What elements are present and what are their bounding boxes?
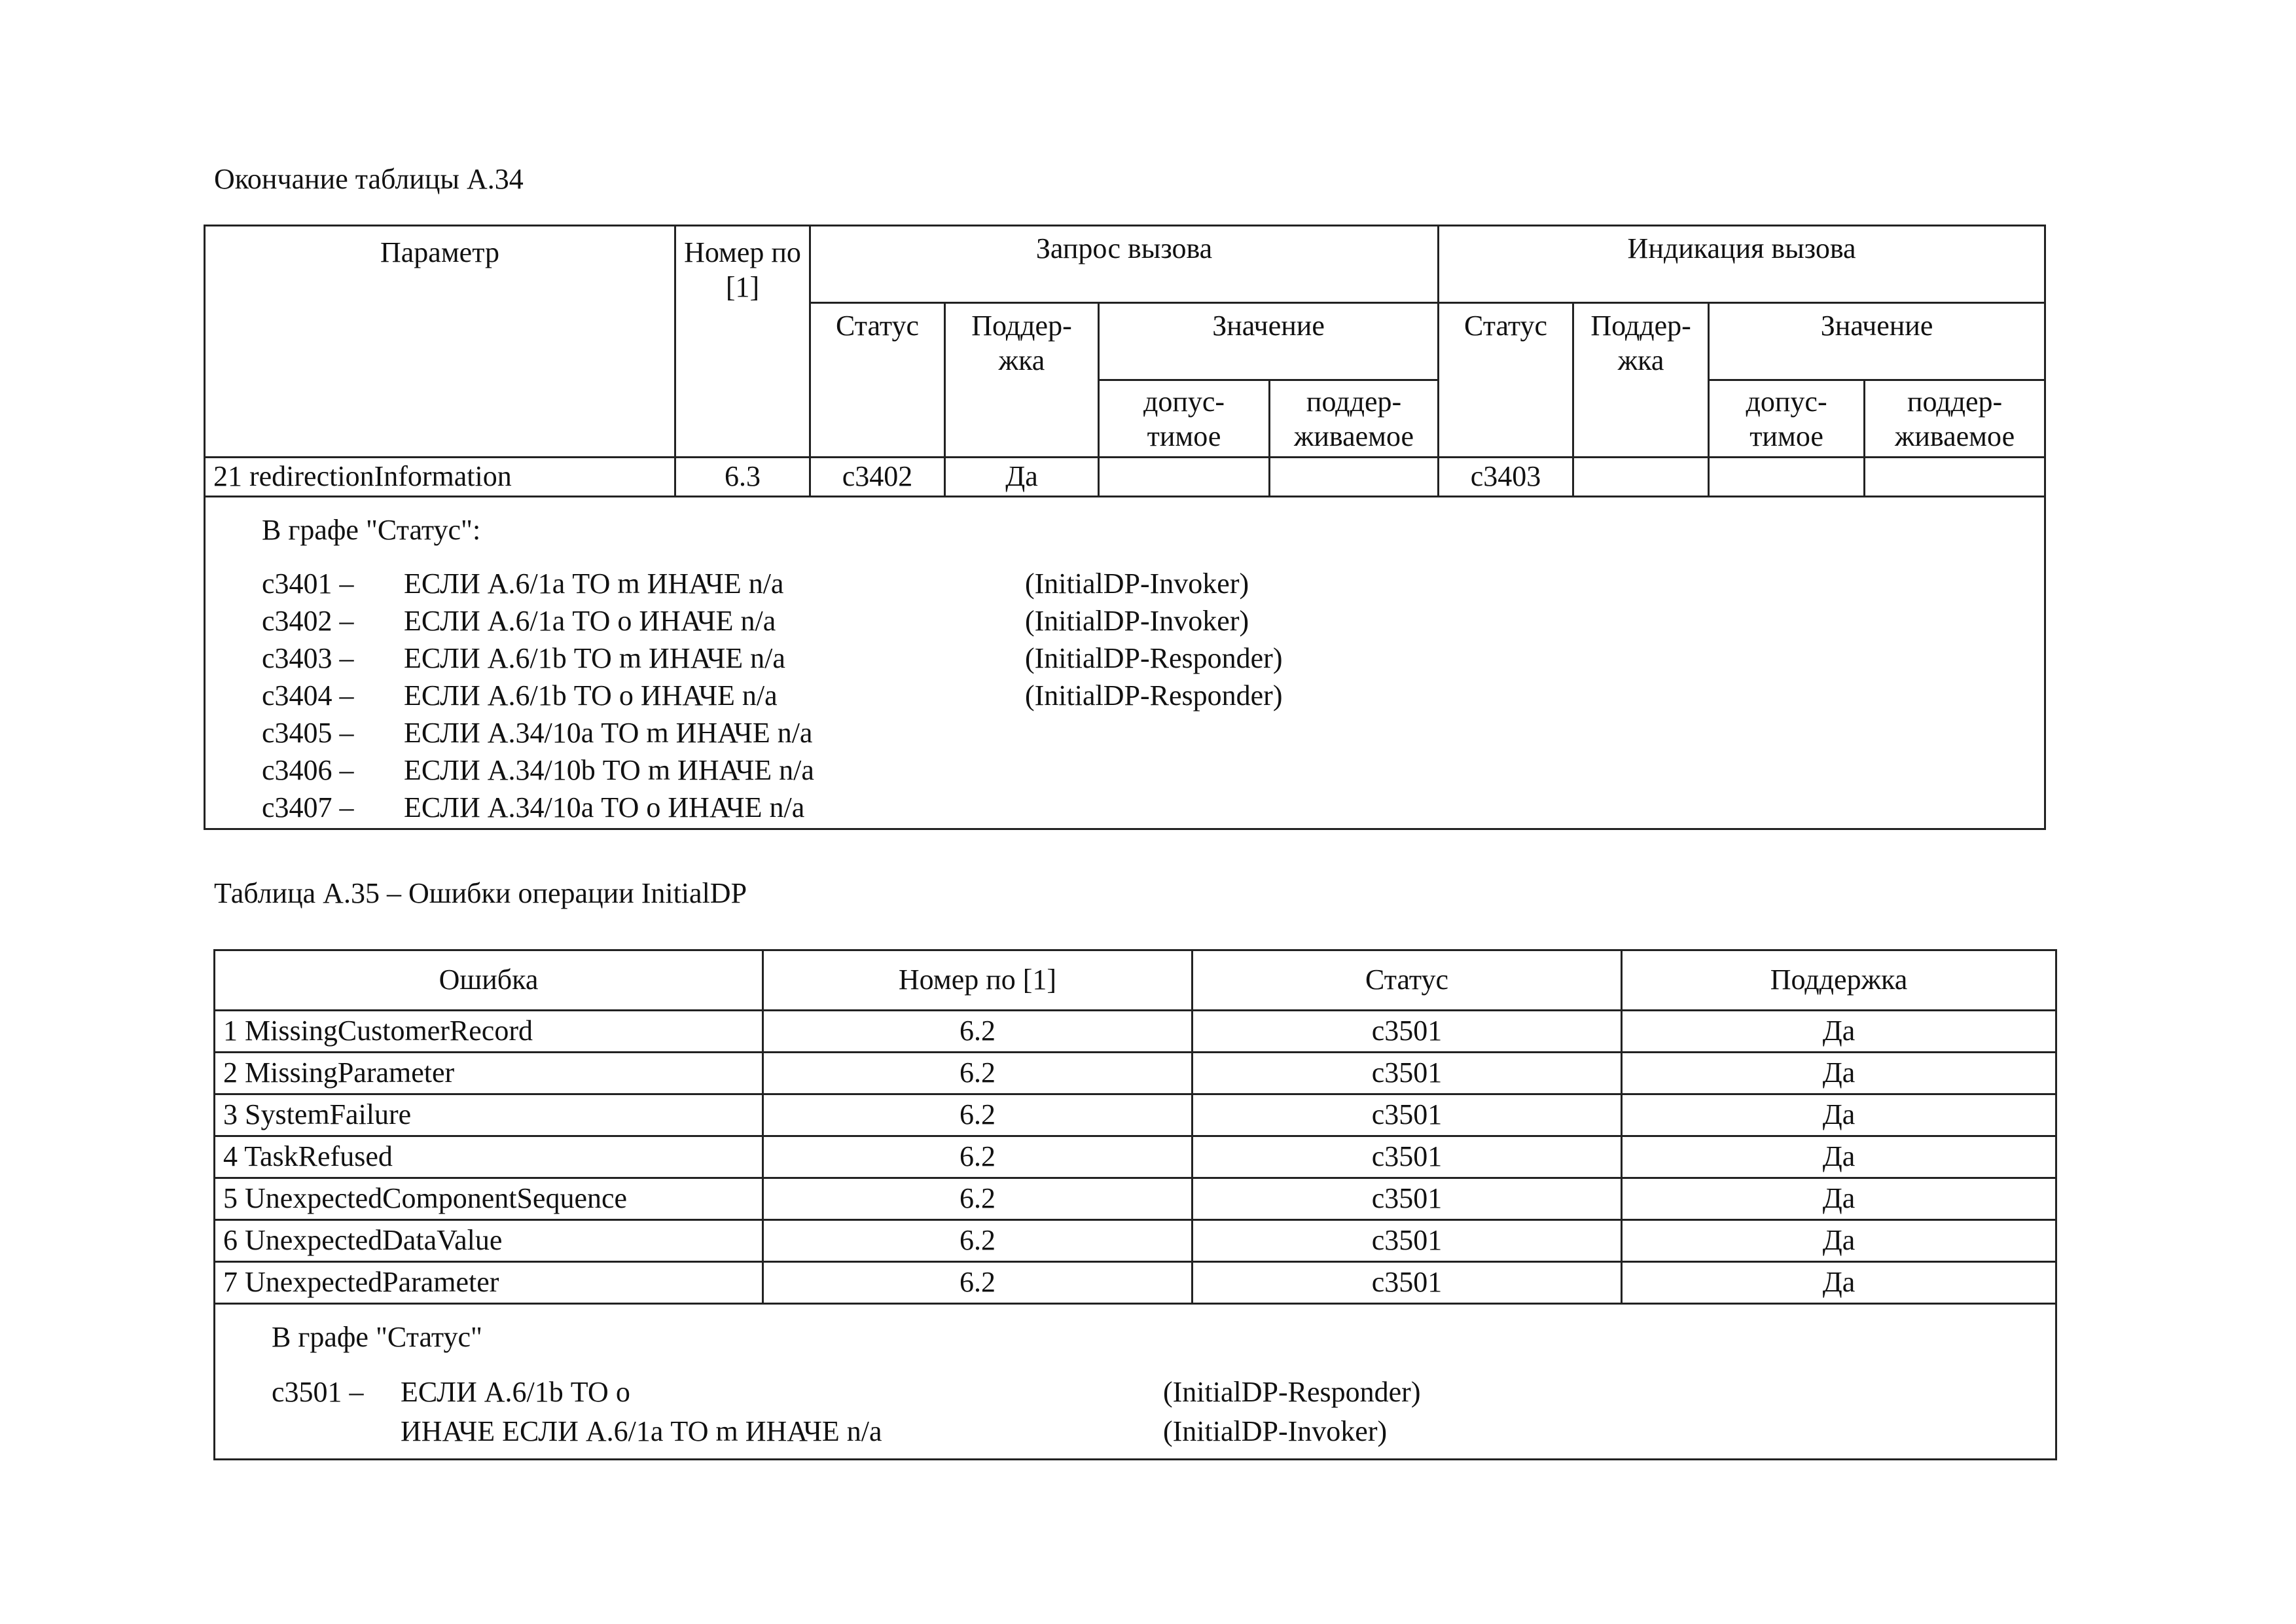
table-row xyxy=(215,1178,2056,1220)
table-row xyxy=(215,1053,2056,1094)
header-number: Номер по [1] xyxy=(675,226,810,458)
header-req-value: Значение xyxy=(1099,303,1439,380)
cell-support: Да xyxy=(1622,1053,2056,1094)
cell-req-allowed xyxy=(1099,458,1270,497)
note-reference: (InitialDP-Responder) xyxy=(1163,1376,1421,1408)
note-reference: (InitialDP-Invoker) xyxy=(1025,605,1249,637)
header-req-status: Статус xyxy=(810,303,945,458)
cell-ind-supported xyxy=(1865,458,2045,497)
note-code: c3407 – xyxy=(262,791,354,823)
header-request: Запрос вызова xyxy=(810,226,1439,303)
cell-req-status: c3402 xyxy=(810,458,945,497)
table-a35-caption: Таблица А.35 – Ошибки операции InitialDP xyxy=(214,877,747,909)
table-row xyxy=(205,458,2045,497)
cell-error: 3 SystemFailure xyxy=(215,1094,763,1136)
header-status: Статус xyxy=(1193,950,1622,1011)
cell-status: c3501 xyxy=(1193,1011,1622,1053)
cell-error: 7 UnexpectedParameter xyxy=(215,1262,763,1304)
cell-number: 6.2 xyxy=(763,1178,1193,1220)
note-code: c3501 – xyxy=(272,1376,364,1408)
cell-support: Да xyxy=(1622,1094,2056,1136)
cell-req-supported xyxy=(1270,458,1439,497)
note-condition: ЕСЛИ А.34/10b ТО m ИНАЧЕ n/a xyxy=(404,754,814,786)
note-condition: ЕСЛИ А.6/1a ТО m ИНАЧЕ n/a xyxy=(404,568,784,600)
note-condition: ЕСЛИ А.34/10a ТО o ИНАЧЕ n/a xyxy=(404,791,805,823)
cell-support: Да xyxy=(1622,1136,2056,1178)
header-req-supported: поддер-живаемое xyxy=(1270,380,1439,458)
cell-status: c3501 xyxy=(1193,1136,1622,1178)
header-ind-status: Статус xyxy=(1439,303,1573,458)
header-req-allowed: допус-тимое xyxy=(1099,380,1270,458)
table-row xyxy=(215,1094,2056,1136)
note-code: c3403 – xyxy=(262,642,354,674)
header-ind-value: Значение xyxy=(1709,303,2045,380)
cell-number: 6.2 xyxy=(763,1011,1193,1053)
cell-support: Да xyxy=(1622,1011,2056,1053)
cell-number: 6.2 xyxy=(763,1220,1193,1262)
note-code: c3401 – xyxy=(262,568,354,600)
cell-error: 6 UnexpectedDataValue xyxy=(215,1220,763,1262)
note-code: c3402 – xyxy=(262,605,354,637)
note-condition: ЕСЛИ А.6/1a ТО o ИНАЧЕ n/a xyxy=(404,605,776,637)
notes-title: В графе "Статус": xyxy=(262,514,481,546)
note-condition: ЕСЛИ А.6/1b ТО m ИНАЧЕ n/a xyxy=(404,642,785,674)
cell-support: Да xyxy=(1622,1220,2056,1262)
header-ind-supported: поддер-живаемое xyxy=(1865,380,2045,458)
table-a35 xyxy=(213,949,2057,1460)
table-a34-caption: Окончание таблицы А.34 xyxy=(214,163,524,195)
cell-number: 6.2 xyxy=(763,1053,1193,1094)
note-reference: (InitialDP-Responder) xyxy=(1025,679,1283,712)
cell-req-support: Да xyxy=(945,458,1099,497)
cell-error: 2 MissingParameter xyxy=(215,1053,763,1094)
header-ind-support: Поддер-жка xyxy=(1573,303,1709,458)
header-error: Ошибка xyxy=(215,950,763,1011)
status-notes xyxy=(205,497,2045,829)
table-row xyxy=(215,1220,2056,1262)
cell-status: c3501 xyxy=(1193,1220,1622,1262)
note-code: c3406 – xyxy=(262,754,354,786)
cell-error: 1 MissingCustomerRecord xyxy=(215,1011,763,1053)
cell-status: c3501 xyxy=(1193,1178,1622,1220)
status-notes xyxy=(215,1304,2056,1460)
table-row xyxy=(215,1262,2056,1304)
cell-error: 5 UnexpectedComponentSequence xyxy=(215,1178,763,1220)
cell-ind-support xyxy=(1573,458,1709,497)
note-condition: ЕСЛИ А.6/1b ТО o xyxy=(401,1376,630,1408)
table-a34 xyxy=(204,225,2046,830)
cell-number: 6.2 xyxy=(763,1262,1193,1304)
cell-support: Да xyxy=(1622,1178,2056,1220)
cell-error: 4 TaskRefused xyxy=(215,1136,763,1178)
table-row xyxy=(215,1136,2056,1178)
note-condition: ЕСЛИ А.6/1b ТО o ИНАЧЕ n/a xyxy=(404,679,778,712)
table-row xyxy=(215,1011,2056,1053)
note-code: c3405 – xyxy=(262,717,354,749)
note-condition: ИНАЧЕ ЕСЛИ А.6/1a ТО m ИНАЧЕ n/a xyxy=(401,1415,882,1447)
notes-title: В графе "Статус" xyxy=(272,1321,482,1353)
cell-number: 6.2 xyxy=(763,1136,1193,1178)
cell-status: c3501 xyxy=(1193,1094,1622,1136)
header-ind-allowed: допус-тимое xyxy=(1709,380,1865,458)
cell-ind-status: c3403 xyxy=(1439,458,1573,497)
note-reference: (InitialDP-Invoker) xyxy=(1163,1415,1388,1447)
note-reference: (InitialDP-Invoker) xyxy=(1025,568,1249,600)
cell-number: 6.3 xyxy=(675,458,810,497)
header-support: Поддержка xyxy=(1622,950,2056,1011)
note-condition: ЕСЛИ А.34/10a ТО m ИНАЧЕ n/a xyxy=(404,717,813,749)
note-reference: (InitialDP-Responder) xyxy=(1025,642,1283,674)
cell-status: c3501 xyxy=(1193,1262,1622,1304)
cell-support: Да xyxy=(1622,1262,2056,1304)
header-indication: Индикация вызова xyxy=(1439,226,2045,303)
header-req-support: Поддер-жка xyxy=(945,303,1099,458)
cell-param: 21 redirectionInformation xyxy=(205,458,675,497)
cell-number: 6.2 xyxy=(763,1094,1193,1136)
header-param: Параметр xyxy=(205,226,675,458)
header-number: Номер по [1] xyxy=(763,950,1193,1011)
note-code: c3404 – xyxy=(262,679,354,712)
cell-status: c3501 xyxy=(1193,1053,1622,1094)
cell-ind-allowed xyxy=(1709,458,1865,497)
